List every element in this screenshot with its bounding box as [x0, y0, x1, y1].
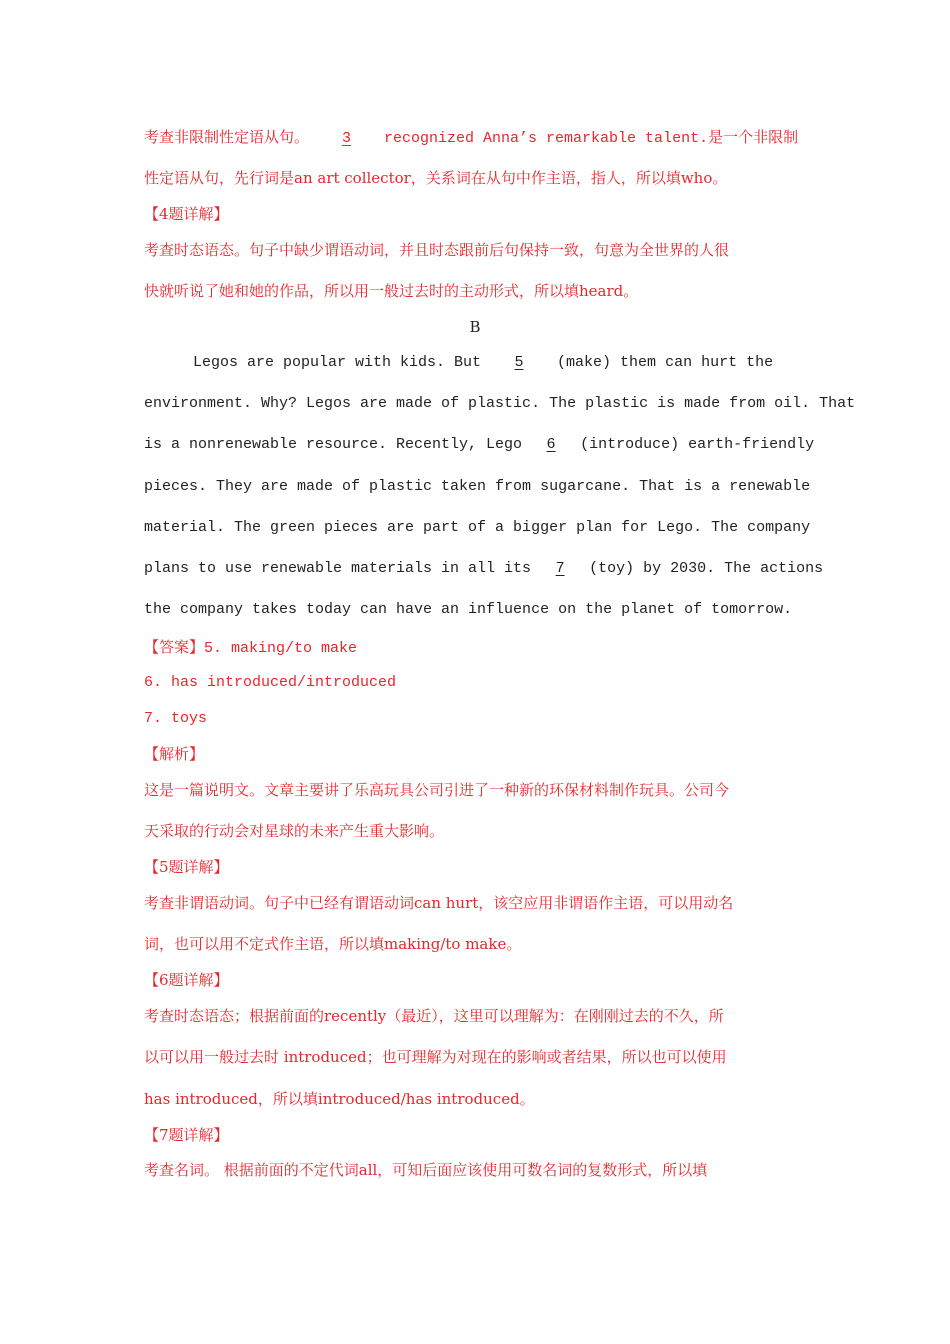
q5-heading: 【5题详解】: [144, 858, 229, 876]
q6-explanation-line-1: 考查时态语态；根据前面的recently（最近），这里可以理解为：在刚刚过去的不久，所: [144, 1007, 724, 1025]
q7-explanation-line-1: 考查名词。 根据前面的不定代词all，可知后面应该使用可数名词的复数形式，所以填: [144, 1161, 708, 1179]
passage-b-line-1: [144, 353, 858, 373]
q4-heading: 【4题详解】: [144, 205, 229, 223]
passage-b-line-5: material. The green pieces are part of a bigger plan for Lego. The company: [144, 519, 811, 536]
q6-heading: 【6题详解】: [144, 971, 229, 989]
answer-7: 7. toys: [144, 710, 208, 727]
passage-b-line-6-rest: (toy) by 2030. The actions: [589, 560, 824, 577]
answer-label: 【答案】: [144, 638, 205, 656]
analysis-line-1: 这是一篇说明文。文章主要讲了乐高玩具公司引进了一种新的环保材料制作玩具。公司今: [144, 781, 730, 799]
analysis-line-2: 天采取的行动会对星球的未来产生重大影响。: [144, 822, 445, 840]
q4-explanation-line-2: 快就听说了她和她的作品，所以用一般过去时的主动形式，所以填heard。: [144, 282, 639, 300]
blank-7: 7: [555, 560, 565, 577]
answer-6: 6. has introduced/introduced: [144, 674, 397, 691]
passage-b-line-3: [144, 435, 815, 455]
answer-line-5: [144, 637, 809, 659]
q3-explanation-line-1: [144, 127, 809, 149]
passage-b-line-2: environment. Why? Legos are made of plastic. The plastic is made from oil. That: [144, 395, 856, 412]
passage-b-line-6-text: plans to use renewable materials in all its: [144, 560, 532, 577]
analysis-label: 【解析】: [144, 745, 205, 763]
blank-5: 5: [514, 354, 524, 371]
passage-b-line-1-rest: (make) them can hurt the: [557, 354, 774, 371]
q6-explanation-line-2: 以可以用一般过去时 introduced；也可理解为对现在的影响或者结果，所以也可以使用: [144, 1048, 727, 1066]
q3-explanation-intro: 考查非限制性定语从句。: [144, 128, 310, 146]
passage-b-line-6: [144, 559, 824, 579]
q6-explanation-line-3: has introduced，所以填introduced/has introduced。: [144, 1090, 535, 1108]
passage-b-line-4: pieces. They are made of plastic taken from sugarcane. That is a renewable: [144, 478, 811, 495]
blank-3: 3: [342, 130, 352, 147]
q5-explanation-line-1: 考查非谓语动词。句子中已经有谓语动词can hurt，该空应用非谓语作主语，可以用动名: [144, 894, 734, 912]
q4-explanation-line-1: 考查时态语态。句子中缺少谓语动词，并且时态跟前后句保持一致，句意为全世界的人很: [144, 241, 730, 259]
passage-b-line-1-text: Legos are popular with kids. But: [193, 354, 482, 371]
passage-b-heading: B: [469, 318, 481, 336]
answer-5: 5. making/to make: [204, 640, 358, 657]
q5-explanation-line-2: 词，也可以用不定式作主语，所以填making/to make。: [144, 935, 522, 953]
passage-b-line-3-text: is a nonrenewable resource. Recently, Lego: [144, 436, 523, 453]
q7-heading: 【7题详解】: [144, 1126, 229, 1144]
q3-explanation-quote: recognized Anna’s remarkable talent.是一个非限制: [384, 130, 799, 147]
blank-6: 6: [546, 436, 556, 453]
q3-explanation-line-2: 性定语从句，先行词是an art collector，关系词在从句中作主语，指人，所以填who。: [144, 169, 728, 187]
passage-b-line-7: the company takes today can have an influence on the planet of tomorrow.: [144, 601, 793, 618]
passage-b-line-3-rest: (introduce) earth-friendly: [580, 436, 815, 453]
